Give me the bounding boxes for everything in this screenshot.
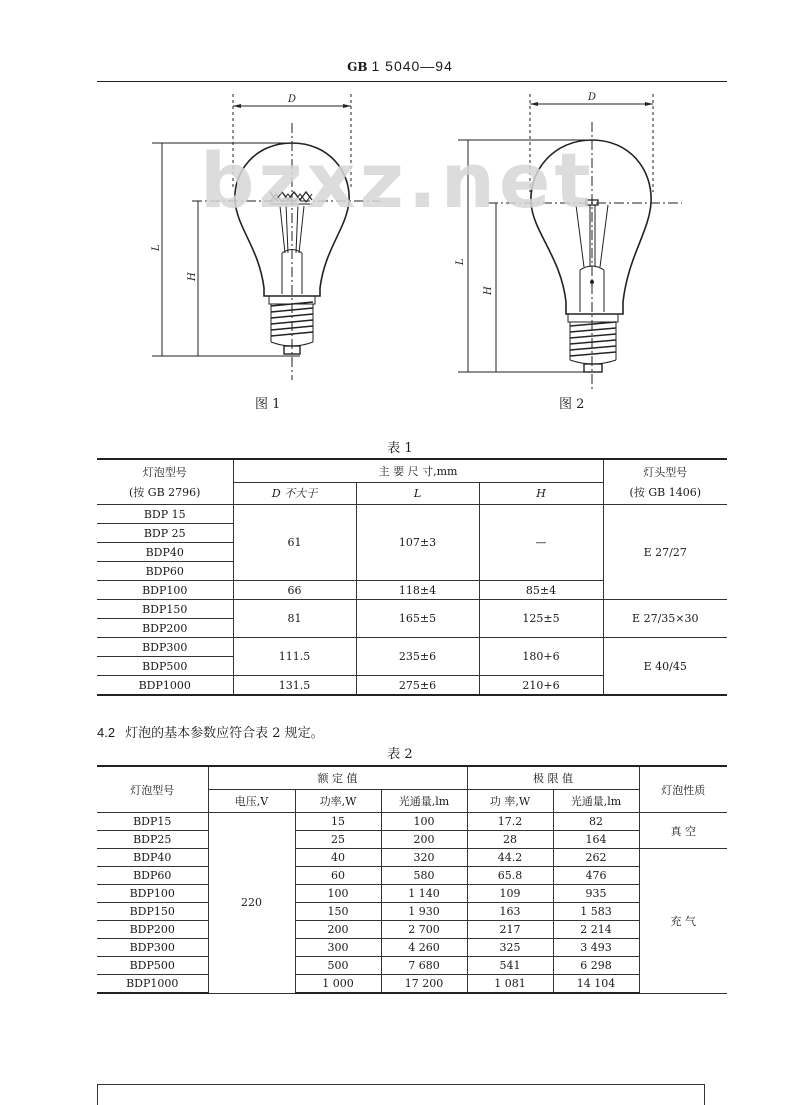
voltage-value: 220: [208, 813, 295, 994]
header-model: 灯泡型号 (按 GB 2796): [97, 459, 233, 505]
header-limit: 极 限 值: [467, 766, 639, 790]
table-row: BDP1000 131.5 275±6 210+6: [97, 676, 727, 696]
section-number: 4.2: [97, 725, 116, 740]
header-h: H: [479, 482, 603, 504]
table-row: BDP15 220 15 100 17.2 82 真 空: [97, 813, 727, 831]
table-row: BDP100 100 1 140 109 935: [97, 885, 727, 903]
table-1-dimensions: [97, 458, 727, 696]
header-voltage: 电压,V: [208, 790, 295, 813]
watermark-text: bzxz.net: [200, 136, 595, 225]
table-row: BDP300 300 4 260 325 3 493: [97, 939, 727, 957]
header-d: D 不大于: [233, 482, 356, 504]
table-row: BDP200: [97, 619, 727, 638]
table-row: BDP150 150 1 930 163 1 583: [97, 903, 727, 921]
header-cap: 灯头型号 (按 GB 1406): [603, 459, 727, 505]
table-1-title: 表 1: [387, 441, 413, 456]
bulb-figure-1: [140, 88, 400, 418]
table-row: BDP150 81 165±5 125±5 E 27/35×30: [97, 600, 727, 619]
fig1-label-l: L: [151, 244, 162, 251]
fig2-label-d: D: [588, 92, 597, 103]
table-row: BDP100 66 118±4 85±4: [97, 581, 727, 600]
bulb-figure-2: [450, 82, 690, 422]
section-4-2: [97, 722, 324, 741]
header-flux: 光通量,lm: [381, 790, 467, 813]
table-row: BDP60: [97, 562, 727, 581]
bottom-frame: [97, 1084, 705, 1105]
figure-2-caption: 图 2: [559, 397, 585, 412]
table-row: BDP40 40 320 44.2 262 充 气: [97, 849, 727, 867]
section-text: 灯泡的基本参数应符合表 2 规定。: [125, 726, 324, 741]
figure-1-caption: 图 1: [255, 397, 281, 412]
header-limit-power: 功 率,W: [467, 790, 553, 813]
header-dimensions: 主 要 尺 寸,mm: [233, 459, 603, 482]
fig1-label-d: D: [288, 94, 297, 105]
table-2-parameters: [97, 765, 727, 994]
nature-gas-filled: 充 气: [639, 849, 727, 994]
fig2-label-l: L: [455, 258, 466, 265]
table-row: BDP200 200 2 700 217 2 214: [97, 921, 727, 939]
standard-prefix: GB: [347, 60, 368, 74]
header-power: 功率,W: [295, 790, 381, 813]
header-model: 灯泡型号: [97, 766, 208, 813]
header-l: L: [356, 482, 479, 504]
table-row: BDP 25: [97, 524, 727, 543]
table-row: BDP500 500 7 680 541 6 298: [97, 957, 727, 975]
nature-vacuum: 真 空: [639, 813, 727, 849]
fig2-label-h: H: [483, 286, 494, 295]
fig1-label-h: H: [187, 272, 198, 281]
header-rated: 额 定 值: [208, 766, 467, 790]
standard-number: 1 5040—94: [371, 58, 453, 74]
header-nature: 灯泡性质: [639, 766, 727, 813]
header-limit-flux: 光通量,lm: [553, 790, 639, 813]
table-row: BDP60 60 580 65.8 476: [97, 867, 727, 885]
table-row: BDP1000 1 000 17 200 1 081 14 104: [97, 975, 727, 994]
table-row: BDP300 111.5 235±6 180+6 E 40/45: [97, 638, 727, 657]
table-row: BDP25 25 200 28 164: [97, 831, 727, 849]
table-2-title: 表 2: [387, 747, 413, 762]
table-row: BDP40: [97, 543, 727, 562]
table-row: BDP500: [97, 657, 727, 676]
standard-code-header: [0, 58, 800, 74]
table-row: BDP 15 61 107±3 — E 27/27: [97, 505, 727, 524]
